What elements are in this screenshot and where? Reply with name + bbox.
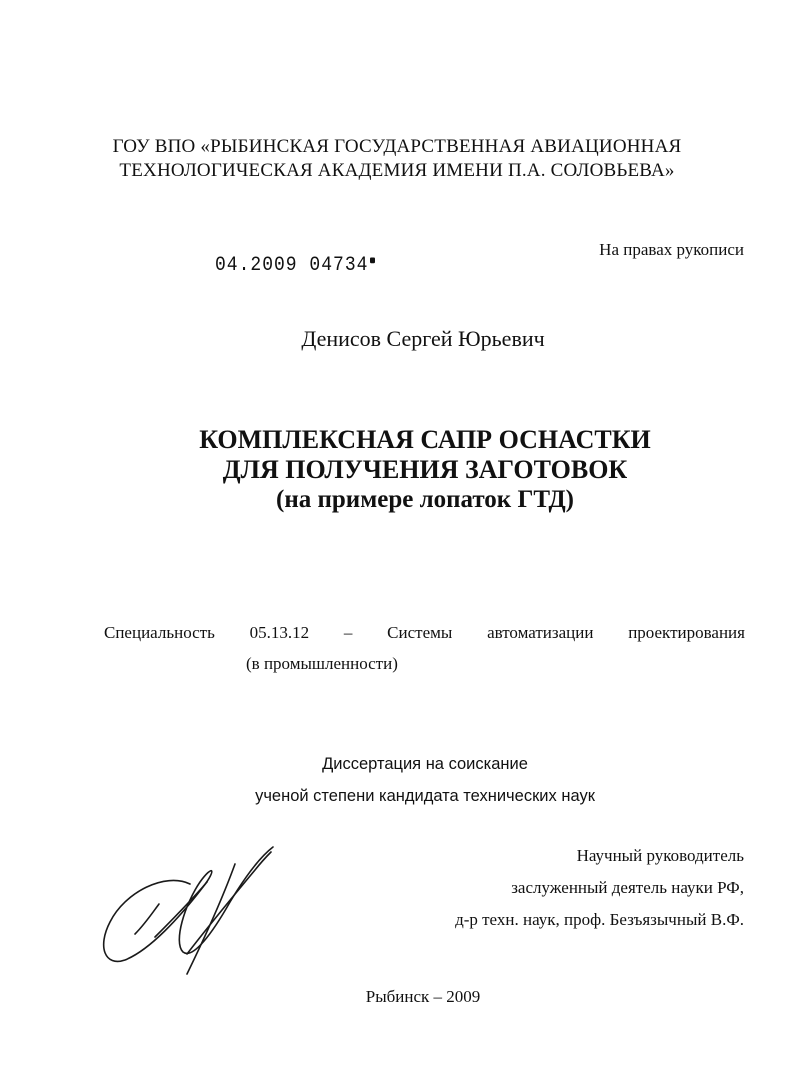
supervisor-block xyxy=(455,840,744,936)
specialty-continuation: (в промышленности) xyxy=(246,654,398,673)
registration-stamp xyxy=(215,254,375,277)
title-line-2: ДЛЯ ПОЛУЧЕНИЯ ЗАГОТОВОК xyxy=(222,455,628,484)
specialty-line xyxy=(104,623,745,643)
dissertation-degree xyxy=(0,748,794,812)
stamp-dot-icon xyxy=(370,257,375,263)
signature-icon xyxy=(95,842,285,982)
degree-line-1: Диссертация на соискание xyxy=(322,755,528,773)
institution-line-1: ГОУ ВПО «РЫБИНСКАЯ ГОСУДАРСТВЕННАЯ АВИАЦИОННАЯ xyxy=(112,136,682,157)
author-name: Денисов Сергей Юрьевич xyxy=(301,326,545,351)
city-year: Рыбинск – 2009 xyxy=(365,987,481,1006)
title-line-1: КОМПЛЕКСНАЯ САПР ОСНАСТКИ xyxy=(199,425,651,454)
institution-line-2: ТЕХНОЛОГИЧЕСКАЯ АКАДЕМИЯ ИМЕНИ П.А. СОЛОВЬЕВА» xyxy=(119,160,675,181)
dissertation-title xyxy=(0,425,794,515)
degree-line-2: ученой степени кандидата технических наук xyxy=(255,787,595,805)
specialty-dash: – xyxy=(343,623,353,642)
specialty-word-3: проектирования xyxy=(628,623,745,642)
supervisor-line-2: заслуженный деятель науки РФ, xyxy=(511,878,744,897)
supervisor-line-3: д-р техн. наук, проф. Безъязычный В.Ф. xyxy=(455,910,744,929)
specialty-word-1: Системы xyxy=(387,623,453,642)
stamp-number: 04.2009 04734 xyxy=(215,254,369,277)
rights-note: На правах рукописи xyxy=(599,240,744,259)
institution-header xyxy=(0,135,794,183)
specialty-code: 05.13.12 xyxy=(249,623,310,642)
title-line-3: (на примере лопаток ГТД) xyxy=(276,486,574,513)
specialty-word-2: автоматизации xyxy=(487,623,594,642)
specialty-label: Специальность xyxy=(104,623,215,642)
supervisor-line-1: Научный руководитель xyxy=(576,846,744,865)
